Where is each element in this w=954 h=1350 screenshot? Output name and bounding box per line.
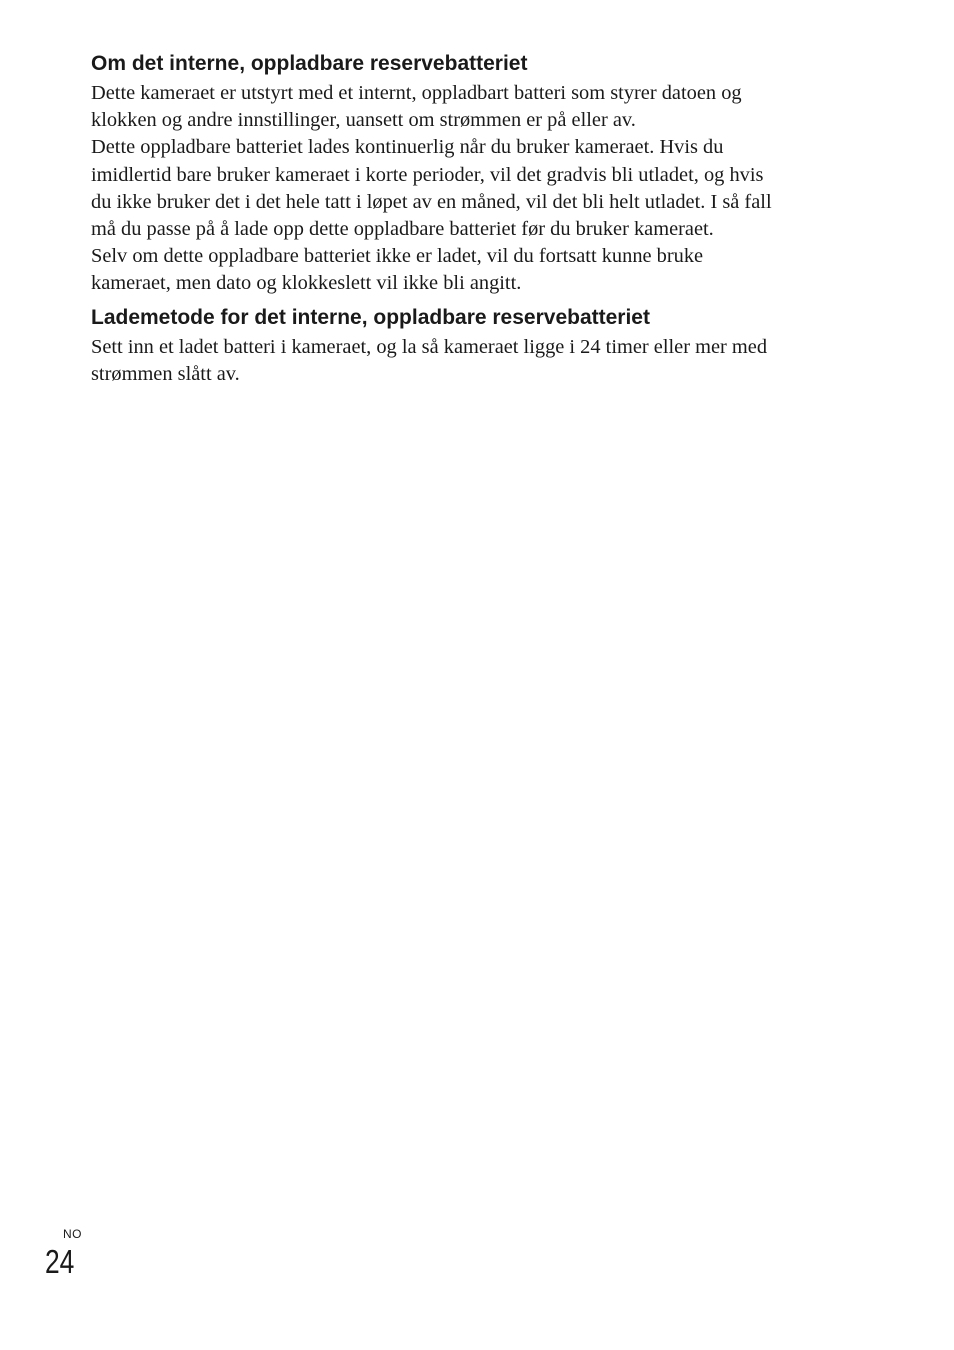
text-line: klokken og andre innstillinger, uansett om strømmen er på eller av. [91, 109, 636, 132]
section-heading-backup-battery: Om det interne, oppladbare reservebatteriet [91, 52, 528, 75]
text-line: må du passe på å lade opp dette oppladbare batteriet før du bruker kameraet. [91, 218, 714, 241]
text-line: Dette oppladbare batteriet lades kontinuerlig når du bruker kameraet. Hvis du [91, 136, 724, 159]
footer-language-code: NO [63, 1227, 82, 1241]
text-line: imidlertid bare bruker kameraet i korte perioder, vil det gradvis bli utladet, og hvis [91, 163, 764, 186]
text-line: Dette kameraet er utstyrt med et internt, oppladbart batteri som styrer datoen og [91, 82, 742, 104]
paragraph-charging-method [91, 334, 851, 388]
footer-page-number: 24 [45, 1243, 75, 1280]
paragraph-battery-intro [91, 80, 851, 134]
paragraph-battery-not-charged [91, 243, 851, 297]
section-heading-charging-method: Lademetode for det interne, oppladbare reservebatteriet [91, 305, 650, 329]
text-line: du ikke bruker det i det hele tatt i løpet av en måned, vil det bli helt utladet. I så fall [91, 190, 772, 213]
paragraph-battery-charging [91, 134, 851, 243]
text-line: kameraet, men dato og klokkeslett vil ikke bli angitt. [91, 272, 522, 295]
text-line: Selv om dette oppladbare batteriet ikke er ladet, vil du fortsatt kunne bruke [91, 245, 704, 268]
page-content [91, 50, 851, 388]
text-line: strømmen slått av. [91, 362, 240, 385]
text-line: Sett inn et ladet batteri i kameraet, og la så kameraet ligge i 24 timer eller mer med [91, 335, 768, 358]
